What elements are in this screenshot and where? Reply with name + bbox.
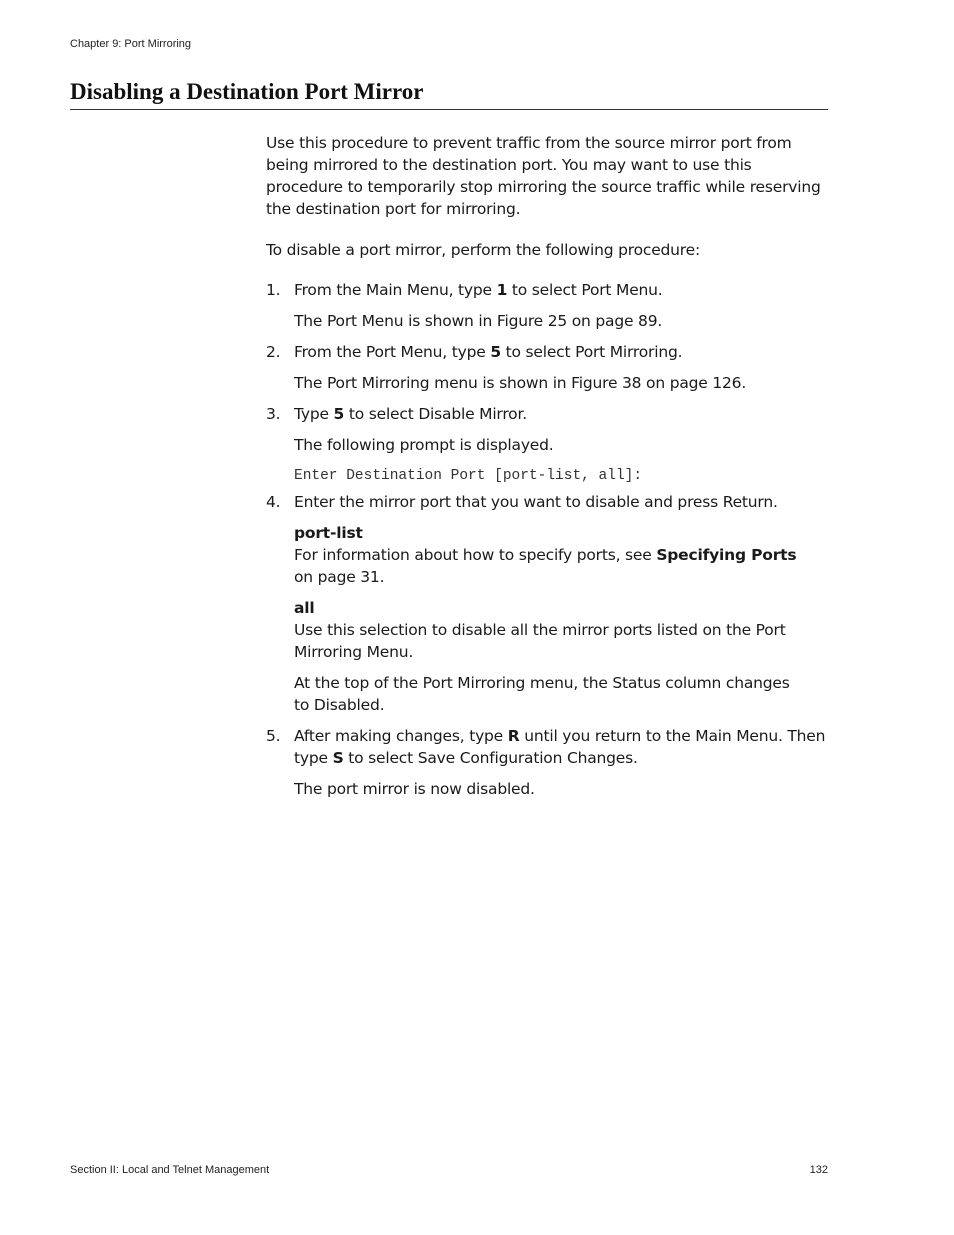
step-text: 5. After making changes, type R until you return to the Main Menu. Then type S to select Save Configuration Changes. bbox=[266, 727, 826, 767]
step-number: 2. bbox=[266, 343, 281, 361]
key-label: 1 bbox=[496, 281, 508, 299]
option-term: all bbox=[294, 599, 315, 617]
running-header: Chapter 9: Port Mirroring bbox=[70, 38, 192, 50]
page-title: Disabling a Destination Port Mirror bbox=[70, 77, 828, 110]
step-note: The following prompt is displayed. bbox=[294, 436, 554, 454]
step-number: 5. bbox=[266, 727, 281, 745]
body-content bbox=[266, 132, 828, 809]
step-note: The port mirror is now disabled. bbox=[294, 780, 535, 798]
step-4 bbox=[266, 491, 828, 716]
cross-reference-link[interactable]: Specifying Ports bbox=[656, 546, 797, 564]
step-text: 3. Type 5 to select Disable Mirror. bbox=[266, 405, 527, 423]
option-term: port-list bbox=[294, 524, 363, 542]
step-text: 1. From the Main Menu, type 1 to select Port Menu. bbox=[266, 281, 663, 299]
key-label: S bbox=[332, 749, 344, 767]
step-text: 4. Enter the mirror port that you want to disable and press Return. bbox=[266, 493, 778, 511]
step-note: The Port Menu is shown in Figure 25 on page 89. bbox=[294, 312, 663, 330]
option-all bbox=[266, 597, 828, 663]
step-2 bbox=[266, 341, 828, 394]
step-3 bbox=[266, 403, 828, 487]
step-note: At the top of the Port Mirroring menu, the Status column changes to Disabled. bbox=[294, 674, 790, 714]
option-description: For information about how to specify ports, see Specifying Ports on page 31. bbox=[294, 546, 797, 586]
key-label: 5 bbox=[333, 405, 345, 423]
key-label: 5 bbox=[490, 343, 501, 361]
step-note: The Port Mirroring menu is shown in Figure 38 on page 126. bbox=[294, 374, 747, 392]
step-number: 4. bbox=[266, 493, 281, 511]
key-label: R bbox=[507, 727, 520, 745]
step-5 bbox=[266, 725, 828, 800]
step-text: 2. From the Port Menu, type 5 to select Port Mirroring. bbox=[266, 343, 683, 361]
option-description: Use this selection to disable all the mirror ports listed on the Port Mirroring Menu. bbox=[294, 621, 786, 661]
prompt-code: Enter Destination Port [port-list, all]: bbox=[294, 468, 643, 484]
page-number: 132 bbox=[809, 1164, 828, 1176]
intro-paragraph: Use this procedure to prevent traffic from the source mirror port from being mirrored to the destination port. You may want to use this procedure to temporarily stop mirroring the source traffic while reserving the destination port for mirroring. bbox=[266, 134, 821, 218]
step-number: 1. bbox=[266, 281, 281, 299]
option-port-list bbox=[266, 522, 828, 588]
step-number: 3. bbox=[266, 405, 281, 423]
lead-paragraph: To disable a port mirror, perform the following procedure: bbox=[266, 241, 700, 259]
running-footer-section: Section II: Local and Telnet Management bbox=[70, 1164, 270, 1176]
step-1 bbox=[266, 279, 828, 332]
